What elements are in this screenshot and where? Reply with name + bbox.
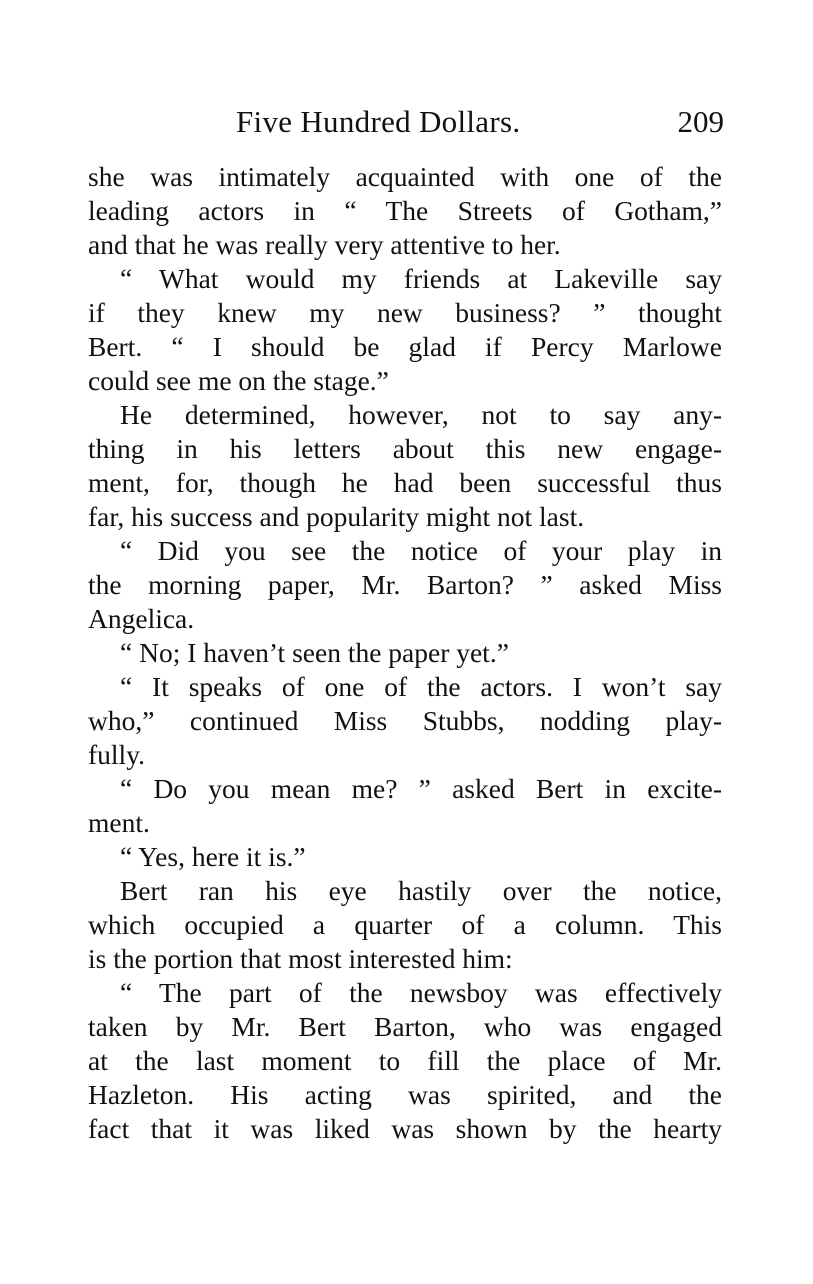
text-line: “ Did you see the notice of your play in bbox=[120, 535, 722, 566]
running-head bbox=[88, 104, 724, 144]
text-line: “ What would my friends at Lakeville say bbox=[120, 263, 722, 294]
text-line: and that he was really very attentive to her. bbox=[88, 229, 561, 260]
text-line: ment. bbox=[88, 807, 150, 838]
text-line: “ No; I haven’t seen the paper yet.” bbox=[120, 637, 509, 668]
text-line: “ It speaks of one of the actors. I won’t say bbox=[120, 671, 722, 702]
text-line: “ Do you mean me? ” asked Bert in excite- bbox=[120, 773, 722, 804]
text-line: Bert ran his eye hastily over the notice, bbox=[120, 875, 722, 906]
text-line: leading actors in “ The Streets of Gotham,” bbox=[88, 195, 722, 226]
text-line: is the portion that most interested him: bbox=[88, 943, 513, 974]
text-line: far, his success and popularity might not last. bbox=[88, 501, 585, 532]
running-title: Five Hundred Dollars. bbox=[236, 104, 521, 139]
text-line: could see me on the stage.” bbox=[88, 365, 389, 396]
text-line: “ Yes, here it is.” bbox=[120, 841, 306, 872]
page-number: 209 bbox=[677, 104, 724, 139]
text-line: taken by Mr. Bert Barton, who was engaged bbox=[88, 1011, 722, 1042]
text-line: Hazleton. His acting was spirited, and the bbox=[88, 1079, 722, 1110]
text-line: He determined, however, not to say any- bbox=[120, 399, 722, 430]
body-text bbox=[88, 160, 722, 1146]
text-line: at the last moment to fill the place of Mr. bbox=[88, 1045, 722, 1076]
text-line: fully. bbox=[88, 739, 146, 770]
text-line: “ The part of the newsboy was effectively bbox=[120, 977, 722, 1008]
text-line: if they knew my new business? ” thought bbox=[88, 297, 722, 328]
text-line: which occupied a quarter of a column. This bbox=[88, 909, 722, 940]
text-line: the morning paper, Mr. Barton? ” asked Miss bbox=[88, 569, 722, 600]
text-line: Bert. “ I should be glad if Percy Marlowe bbox=[88, 331, 722, 362]
text-line: who,” continued Miss Stubbs, nodding play- bbox=[88, 705, 722, 736]
text-line: fact that it was liked was shown by the hearty bbox=[88, 1113, 722, 1144]
text-line: thing in his letters about this new engage- bbox=[88, 433, 722, 464]
text-line: she was intimately acquainted with one of the bbox=[88, 161, 722, 192]
text-line: Angelica. bbox=[88, 603, 195, 634]
text-line: ment, for, though he had been successful thus bbox=[88, 467, 722, 498]
